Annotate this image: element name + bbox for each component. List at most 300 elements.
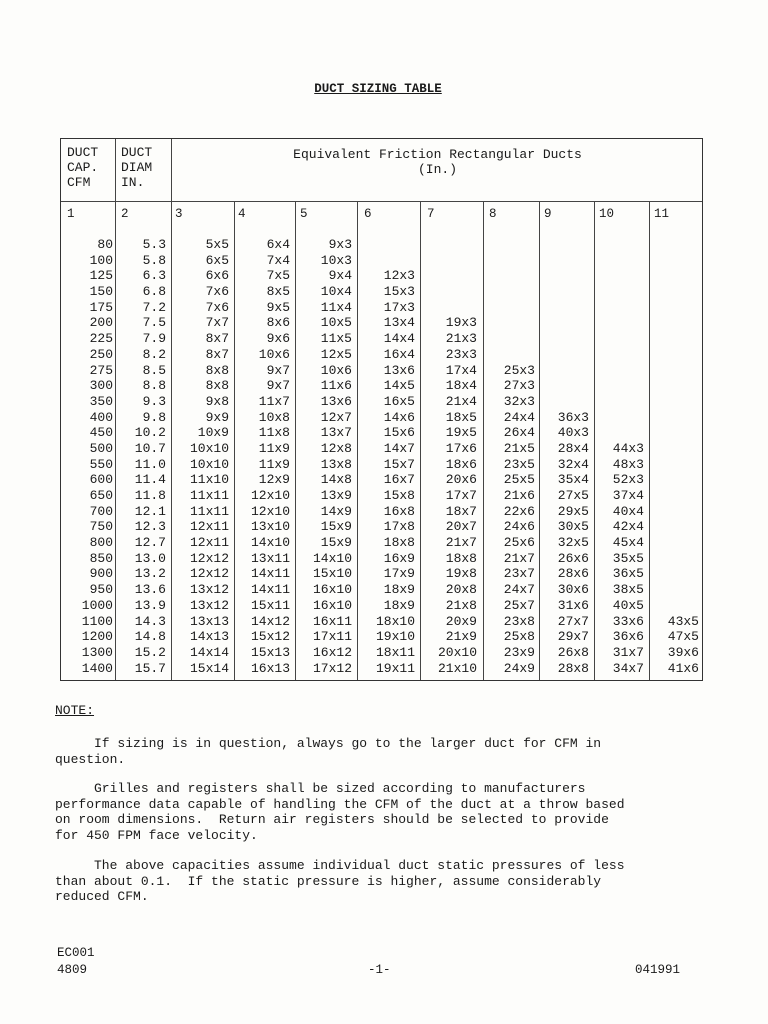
table-cell <box>649 284 699 300</box>
table-cell: 5.3 <box>142 237 166 252</box>
column-number: 1 <box>67 207 75 221</box>
table-cell: 250 <box>89 346 113 362</box>
table-cell: 11.4 <box>134 472 166 488</box>
table-cell: 1100 <box>81 613 113 629</box>
table-cell <box>594 268 644 284</box>
table-cell: 11x9 <box>258 456 290 472</box>
table-cell: 12.7 <box>134 535 166 551</box>
table-cell <box>649 582 699 598</box>
table-cell: 200 <box>89 315 113 331</box>
table-cell: 900 <box>89 566 113 582</box>
table-cell <box>420 268 477 284</box>
table-cell: 27x3 <box>503 378 535 394</box>
table-cell <box>594 300 644 316</box>
column-number: 2 <box>121 207 129 221</box>
table-cell: 8.8 <box>142 378 166 394</box>
table-cell: 17x8 <box>383 519 415 535</box>
table-cell: 225 <box>89 331 113 347</box>
table-cell: 13x10 <box>250 519 290 535</box>
duct-sizing-table <box>60 138 703 681</box>
table-cell: 23x5 <box>503 456 535 472</box>
table-cell: 27x5 <box>557 488 589 503</box>
table-cell: 12x7 <box>320 409 352 425</box>
table-cell <box>594 347 644 363</box>
table-cell: 9x5 <box>266 299 290 315</box>
column-diameter <box>115 237 166 676</box>
table-cell: 21x3 <box>445 331 477 347</box>
column-number: 7 <box>427 207 435 221</box>
header-equivalent-friction: Equivalent Friction Rectangular Ducts (In.) <box>293 147 582 177</box>
table-cell: 21x6 <box>503 488 535 503</box>
table-cell: 13x9 <box>320 488 352 503</box>
table-cell: 32x4 <box>557 456 589 472</box>
table-cell: 12x12 <box>189 550 229 566</box>
table-cell: 12x11 <box>189 535 229 551</box>
table-cell <box>483 268 535 284</box>
table-cell: 7x6 <box>205 299 229 315</box>
table-cell: 26x4 <box>503 425 535 441</box>
table-cell: 25x5 <box>503 472 535 488</box>
table-cell: 10.7 <box>134 440 166 456</box>
table-cell: 22x6 <box>503 503 535 519</box>
table-cell: 7.5 <box>142 315 166 331</box>
column-8 <box>483 237 535 676</box>
table-cell: 23x8 <box>503 613 535 629</box>
table-cell: 13x8 <box>320 456 352 472</box>
table-cell: 12x12 <box>189 566 229 582</box>
table-cell: 36x5 <box>612 566 644 582</box>
table-cell: 24x9 <box>503 660 535 676</box>
table-cell: 25x6 <box>503 535 535 551</box>
table-cell <box>649 566 699 582</box>
table-cell <box>539 315 589 331</box>
table-cell: 19x5 <box>445 425 477 441</box>
table-cell: 18x9 <box>383 582 415 598</box>
column-9 <box>539 237 589 676</box>
table-cell: 350 <box>89 393 113 409</box>
table-cell: 15x7 <box>383 456 415 472</box>
table-cell: 15.2 <box>134 644 166 660</box>
table-cell: 9x9 <box>205 409 229 425</box>
table-cell <box>594 394 644 410</box>
table-cell: 30x6 <box>557 582 589 598</box>
table-cell: 20x6 <box>445 472 477 488</box>
table-cell: 14x10 <box>312 550 352 566</box>
table-cell <box>649 363 699 379</box>
table-cell: 13.9 <box>134 597 166 613</box>
table-cell: 16x10 <box>312 582 352 598</box>
table-cell: 14x11 <box>250 566 290 582</box>
table-cell <box>420 284 477 300</box>
table-cell: 13x4 <box>383 315 415 331</box>
table-cell: 13.6 <box>134 582 166 598</box>
table-cell <box>594 331 644 347</box>
table-cell: 11.0 <box>134 456 166 472</box>
table-cell: 16x8 <box>383 503 415 519</box>
table-cell: 1400 <box>81 660 113 676</box>
table-cell: 52x3 <box>612 472 644 488</box>
table-cell: 6x4 <box>266 237 290 252</box>
table-cell <box>649 425 699 441</box>
table-cell: 17x4 <box>445 362 477 378</box>
table-cell: 19x11 <box>375 660 415 676</box>
table-cell: 8x7 <box>205 346 229 362</box>
table-cell: 47x5 <box>667 629 699 645</box>
column-3 <box>171 237 229 676</box>
table-cell: 19x10 <box>375 629 415 645</box>
table-cell: 9x4 <box>328 268 352 284</box>
table-cell: 14x9 <box>320 503 352 519</box>
table-cell <box>649 300 699 316</box>
column-cfm <box>61 237 113 676</box>
table-cell: 8x8 <box>205 362 229 378</box>
table-cell: 12x9 <box>258 472 290 488</box>
table-cell <box>420 237 477 253</box>
table-cell: 7x4 <box>266 252 290 268</box>
table-cell: 5x5 <box>205 237 229 252</box>
table-cell: 8.5 <box>142 362 166 378</box>
table-cell <box>483 315 535 331</box>
table-cell <box>357 253 415 269</box>
table-cell: 13.0 <box>134 550 166 566</box>
table-cell: 750 <box>89 519 113 535</box>
table-cell: 7x5 <box>266 268 290 284</box>
table-cell: 5.8 <box>142 252 166 268</box>
table-cell <box>649 504 699 520</box>
column-6 <box>357 237 415 676</box>
table-cell <box>539 284 589 300</box>
table-cell: 32x5 <box>557 535 589 551</box>
table-cell: 29x5 <box>557 503 589 519</box>
table-cell: 7x7 <box>205 315 229 331</box>
table-cell <box>649 519 699 535</box>
table-cell: 20x9 <box>445 613 477 629</box>
table-cell <box>649 535 699 551</box>
table-cell: 6.8 <box>142 284 166 300</box>
table-cell: 40x4 <box>612 503 644 519</box>
table-cell: 950 <box>89 582 113 598</box>
table-cell <box>539 378 589 394</box>
table-cell: 550 <box>89 456 113 472</box>
table-cell: 37x4 <box>612 488 644 503</box>
table-cell: 15x3 <box>383 284 415 300</box>
table-cell: 16x10 <box>312 597 352 613</box>
table-cell <box>539 300 589 316</box>
table-cell: 36x6 <box>612 629 644 645</box>
table-cell: 16x5 <box>383 393 415 409</box>
table-cell <box>649 315 699 331</box>
table-cell <box>483 347 535 363</box>
table-cell: 18x8 <box>445 550 477 566</box>
table-cell: 15x14 <box>189 660 229 676</box>
table-cell: 17x6 <box>445 440 477 456</box>
table-cell: 400 <box>89 409 113 425</box>
table-cell: 11x9 <box>258 440 290 456</box>
table-cell: 19x8 <box>445 566 477 582</box>
table-cell <box>649 378 699 394</box>
table-cell: 14.3 <box>134 613 166 629</box>
table-cell: 20x10 <box>437 644 477 660</box>
column-number: 11 <box>654 207 670 221</box>
table-cell: 35x5 <box>612 550 644 566</box>
table-cell: 18x9 <box>383 597 415 613</box>
table-cell: 15x6 <box>383 425 415 441</box>
table-cell: 11x7 <box>258 393 290 409</box>
note-paragraph-2: Grilles and registers shall be sized according to manufacturers performance data capable of handling the CFM of the duct at a throw based on room dimensions. Return air registers should be selected to provide for 450 FPM face velocity. <box>55 781 625 843</box>
table-cell: 45x4 <box>612 535 644 551</box>
table-cell: 9.8 <box>142 409 166 425</box>
table-cell: 14x12 <box>250 613 290 629</box>
table-cell: 14x8 <box>320 472 352 488</box>
page-title: DUCT SIZING TABLE <box>314 82 442 96</box>
table-cell <box>649 347 699 363</box>
table-cell: 11x10 <box>189 472 229 488</box>
column-10 <box>594 237 644 676</box>
table-cell: 13x13 <box>189 613 229 629</box>
table-cell <box>649 331 699 347</box>
table-cell: 11x11 <box>189 488 229 503</box>
table-cell: 7.9 <box>142 331 166 347</box>
table-cell: 21x4 <box>445 393 477 409</box>
table-cell: 14x10 <box>250 535 290 551</box>
table-cell: 24x6 <box>503 519 535 535</box>
table-cell: 23x3 <box>445 346 477 362</box>
table-cell: 13x12 <box>189 582 229 598</box>
table-cell: 12x5 <box>320 346 352 362</box>
table-cell <box>649 394 699 410</box>
table-cell: 11x6 <box>320 378 352 394</box>
table-cell: 10x6 <box>258 346 290 362</box>
table-cell: 43x5 <box>667 613 699 629</box>
table-cell <box>649 410 699 426</box>
table-cell: 10x4 <box>320 284 352 300</box>
table-cell: 12x3 <box>383 268 415 284</box>
table-cell: 21x7 <box>445 535 477 551</box>
table-cell: 28x4 <box>557 440 589 456</box>
table-cell: 18x11 <box>375 644 415 660</box>
table-cell: 16x4 <box>383 346 415 362</box>
table-cell: 16x12 <box>312 644 352 660</box>
table-cell: 15x9 <box>320 519 352 535</box>
table-cell: 14x14 <box>189 644 229 660</box>
table-cell: 6x5 <box>205 252 229 268</box>
table-cell: 12x10 <box>250 488 290 503</box>
table-cell: 13.2 <box>134 566 166 582</box>
table-cell: 18x8 <box>383 535 415 551</box>
column-number: 9 <box>544 207 552 221</box>
table-cell: 9x7 <box>266 378 290 394</box>
table-cell: 12x11 <box>189 519 229 535</box>
table-cell: 34x7 <box>612 660 644 676</box>
column-number: 6 <box>364 207 372 221</box>
table-cell: 9.3 <box>142 393 166 409</box>
table-cell: 17x3 <box>383 299 415 315</box>
table-cell: 175 <box>89 299 113 315</box>
table-cell: 18x6 <box>445 456 477 472</box>
table-cell: 800 <box>89 535 113 551</box>
note-label: NOTE: <box>55 703 95 718</box>
table-cell: 10x8 <box>258 409 290 425</box>
table-cell: 12x10 <box>250 503 290 519</box>
table-cell: 18x4 <box>445 378 477 394</box>
column-number: 5 <box>300 207 308 221</box>
table-cell: 23x9 <box>503 644 535 660</box>
table-cell: 12.3 <box>134 519 166 535</box>
table-cell: 125 <box>89 268 113 284</box>
table-cell: 20x7 <box>445 519 477 535</box>
table-cell <box>649 472 699 488</box>
table-cell: 9x3 <box>328 237 352 252</box>
table-cell: 28x8 <box>557 660 589 676</box>
table-cell: 9x6 <box>266 331 290 347</box>
table-cell: 13x7 <box>320 425 352 441</box>
table-cell: 80 <box>97 237 113 252</box>
table-cell: 21x9 <box>445 629 477 645</box>
table-cell: 14x11 <box>250 582 290 598</box>
table-cell <box>594 253 644 269</box>
table-cell: 21x10 <box>437 660 477 676</box>
column-5 <box>295 237 352 676</box>
table-cell: 8x5 <box>266 284 290 300</box>
table-cell: 13x11 <box>250 550 290 566</box>
table-cell: 6x6 <box>205 268 229 284</box>
table-cell: 48x3 <box>612 456 644 472</box>
table-cell: 25x3 <box>503 362 535 378</box>
table-cell: 10x9 <box>197 425 229 441</box>
table-cell: 13x12 <box>189 597 229 613</box>
column-number: 3 <box>175 207 183 221</box>
note-paragraph-3: The above capacities assume individual duct static pressures of less than about 0.1. If the static pressure is higher, assume considerably reduced CFM. <box>55 858 625 904</box>
table-cell <box>483 331 535 347</box>
table-cell: 24x4 <box>503 409 535 425</box>
table-cell <box>594 410 644 426</box>
column-11 <box>649 237 699 676</box>
table-cell <box>649 253 699 269</box>
table-cell: 23x7 <box>503 566 535 582</box>
table-cell <box>420 253 477 269</box>
table-cell: 10x5 <box>320 315 352 331</box>
table-cell: 15x13 <box>250 644 290 660</box>
table-cell <box>483 237 535 253</box>
table-cell: 650 <box>89 488 113 503</box>
header-duct-diam: DUCT DIAM IN. <box>121 145 153 190</box>
table-cell: 32x3 <box>503 393 535 409</box>
table-cell: 35x4 <box>557 472 589 488</box>
footer-document-code: EC001 4809 <box>57 946 95 977</box>
table-cell <box>649 268 699 284</box>
table-cell: 27x7 <box>557 613 589 629</box>
table-cell <box>594 315 644 331</box>
table-cell <box>594 363 644 379</box>
table-cell: 11x8 <box>258 425 290 441</box>
table-cell: 17x9 <box>383 566 415 582</box>
table-cell: 16x13 <box>250 660 290 676</box>
table-cell: 600 <box>89 472 113 488</box>
table-cell: 25x7 <box>503 597 535 613</box>
column-number: 4 <box>238 207 246 221</box>
table-cell: 8x6 <box>266 315 290 331</box>
table-cell: 14.8 <box>134 629 166 645</box>
table-cell: 11x11 <box>189 503 229 519</box>
table-cell: 39x6 <box>667 644 699 660</box>
table-cell <box>539 394 589 410</box>
table-cell: 18x10 <box>375 613 415 629</box>
table-cell: 38x5 <box>612 582 644 598</box>
table-cell: 31x7 <box>612 644 644 660</box>
table-cell: 275 <box>89 362 113 378</box>
table-cell: 21x5 <box>503 440 535 456</box>
table-cell: 28x6 <box>557 566 589 582</box>
table-cell: 14x13 <box>189 629 229 645</box>
table-cell: 19x3 <box>445 315 477 331</box>
table-cell: 11x5 <box>320 331 352 347</box>
table-cell <box>649 488 699 504</box>
table-cell: 17x11 <box>312 629 352 645</box>
table-cell: 36x3 <box>557 409 589 425</box>
footer-date: 041991 <box>635 963 681 977</box>
column-4 <box>234 237 290 676</box>
table-cell: 10x3 <box>320 252 352 268</box>
table-cell: 17x7 <box>445 488 477 503</box>
table-cell <box>594 425 644 441</box>
table-cell <box>649 551 699 567</box>
table-cell: 16x7 <box>383 472 415 488</box>
table-cell: 29x7 <box>557 629 589 645</box>
table-cell: 9x7 <box>266 362 290 378</box>
table-cell <box>483 284 535 300</box>
table-cell: 18x7 <box>445 503 477 519</box>
column-7 <box>420 237 477 676</box>
table-cell: 850 <box>89 550 113 566</box>
table-cell <box>483 253 535 269</box>
table-cell: 15x10 <box>312 566 352 582</box>
column-number: 8 <box>489 207 497 221</box>
table-cell: 10x10 <box>189 456 229 472</box>
table-cell <box>649 457 699 473</box>
table-cell: 11x4 <box>320 299 352 315</box>
table-cell: 14x4 <box>383 331 415 347</box>
table-cell <box>649 598 699 614</box>
table-cell: 8x8 <box>205 378 229 394</box>
table-cell: 14x7 <box>383 440 415 456</box>
table-cell: 26x8 <box>557 644 589 660</box>
table-cell <box>594 378 644 394</box>
table-cell: 8.2 <box>142 346 166 362</box>
table-cell <box>539 363 589 379</box>
table-cell <box>539 237 589 253</box>
table-cell <box>420 300 477 316</box>
column-number: 10 <box>599 207 615 221</box>
table-cell: 7x6 <box>205 284 229 300</box>
table-cell: 15x12 <box>250 629 290 645</box>
table-cell <box>539 331 589 347</box>
table-cell: 14x6 <box>383 409 415 425</box>
table-cell: 12x8 <box>320 440 352 456</box>
table-cell <box>357 237 415 253</box>
table-cell: 26x6 <box>557 550 589 566</box>
table-cell: 6.3 <box>142 268 166 284</box>
table-cell: 9x8 <box>205 393 229 409</box>
table-cell: 18x5 <box>445 409 477 425</box>
table-cell: 16x9 <box>383 550 415 566</box>
table-cell: 21x8 <box>445 597 477 613</box>
table-cell: 450 <box>89 425 113 441</box>
table-cell: 700 <box>89 503 113 519</box>
header-duct-cap-cfm: DUCT CAP. CFM <box>67 145 99 190</box>
table-cell <box>539 347 589 363</box>
note-paragraph-1: If sizing is in question, always go to the larger duct for CFM in question. <box>55 736 602 767</box>
table-cell: 13x6 <box>320 393 352 409</box>
